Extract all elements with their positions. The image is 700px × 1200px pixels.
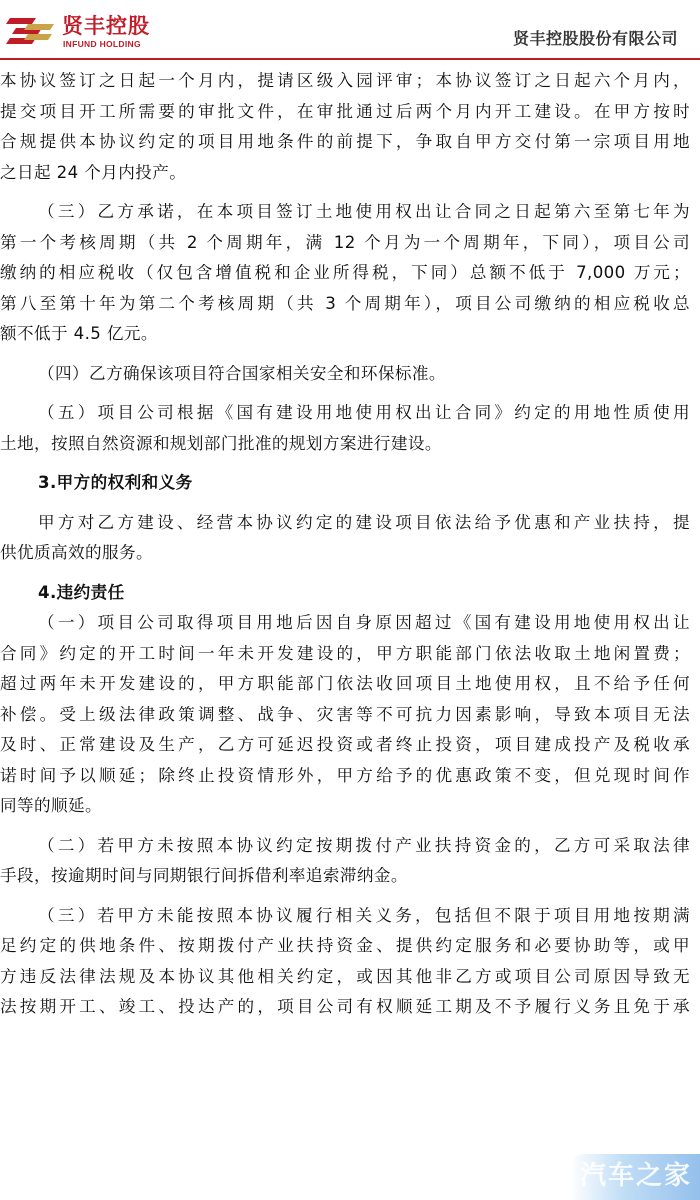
paragraph-2 [0,197,690,350]
paragraph-6 [0,608,690,822]
paragraph-5 [0,508,690,569]
text-line: 合规提供本协议约定的项目用地条件的前提下，争取自甲方交付第一宗项目用地 [0,132,690,151]
text-line: 方违反法律法规及本协议其他相关约定，或因其他非乙方或项目公司原因导致无 [0,966,690,986]
section-heading-4: 4.违约责任 [38,582,125,602]
paragraph-7 [0,831,690,892]
header-divider [0,58,700,60]
text-line: 缴纳的相应税收（仅包含增值税和企业所得税，下同）总额不低于 7,000 万元； [0,263,690,282]
text-line: 土地，按照自然资源和规划部门批准的规划方案进行建设。 [0,433,442,453]
company-logo-icon [6,16,54,50]
watermark-text: 汽车之家 [579,1161,692,1191]
text-line: （五）项目公司根据《国有建设用地使用权出让合同》约定的用地性质使用 [38,403,690,422]
text-line: 第一个考核周期（共 2 个周期年，满 12 个月为一个周期年，下同），项目公司 [0,232,690,252]
text-line: 诺时间予以顺延；除终止投资情形外，甲方给予的优惠政策不变，但兑现时间作 [0,765,690,785]
text-line: 之日起 24 个月内投产。 [0,162,187,182]
text-line: 足约定的供地条件、按期拨付产业扶持资金、提供约定服务和必要协助等，或甲 [0,936,690,955]
text-line: 第八至第十年为第二个考核周期（共 3 个周期年），项目公司缴纳的相应税收总 [0,293,690,313]
paragraph-8 [0,901,690,1023]
text-line: 超过两年未开发建设的，甲方职能部门依法收回项目土地使用权，且不给予任何 [0,674,690,693]
paragraph-4 [0,398,690,459]
text-line: 供优质高效的服务。 [0,543,153,562]
text-line: （二）若甲方未按照本协议约定按期拨付产业扶持资金的，乙方可采取法律 [38,835,690,855]
paragraph-1 [0,66,690,188]
text-line: 手段，按逾期时间与同期银行间拆借利率追索滞纳金。 [0,866,408,885]
paragraph-3 [0,359,690,390]
text-line: 同等的顺延。 [0,796,102,815]
logo-chinese-name: 贤丰控股 [62,14,150,38]
text-line: 法按期开工、竣工、投达产的，项目公司有权顺延工期及不予履行义务且免于承 [0,997,690,1016]
document-body [0,66,690,1023]
section-heading-3: 3.甲方的权利和义务 [38,473,193,492]
text-line: 补偿。受上级法律政策调整、战争、灾害等不可抗力因素影响，导致本项目无法 [0,704,690,724]
text-line: 提交项目开工所需要的审批文件，在审批通过后两个月内开工建设。在甲方按时 [0,101,690,121]
text-line: （一）项目公司取得项目用地后因自身原因超过《国有建设用地使用权出让 [38,613,690,632]
text-line: 本协议签订之日起一个月内，提请区级入园评审；本协议签订之日起六个月内， [0,71,690,90]
text-line: （四）乙方确保该项目符合国家相关安全和环保标准。 [38,363,446,383]
text-line: 甲方对乙方建设、经营本协议约定的建设项目依法给予优惠和产业扶持，提 [38,512,690,532]
page-header [0,0,700,60]
text-line: 及时、正常建设及生产，乙方可延迟投资或者终止投资，项目建成投产及税收承 [0,735,690,754]
watermark [570,1154,700,1200]
text-line: 额不低于 4.5 亿元。 [0,324,158,343]
text-line: 合同》约定的开工时间一年未开发建设的，甲方职能部门依法收取土地闲置费； [0,643,690,663]
text-line: （三）乙方承诺，在本项目签订土地使用权出让合同之日起第六至第七年为 [38,202,690,221]
text-line: （三）若甲方未能按照本协议履行相关义务，包括但不限于项目用地按期满 [38,905,690,925]
company-name: 贤丰控股股份有限公司 [512,29,678,48]
logo-english-name: INFUND HOLDING [63,39,141,49]
